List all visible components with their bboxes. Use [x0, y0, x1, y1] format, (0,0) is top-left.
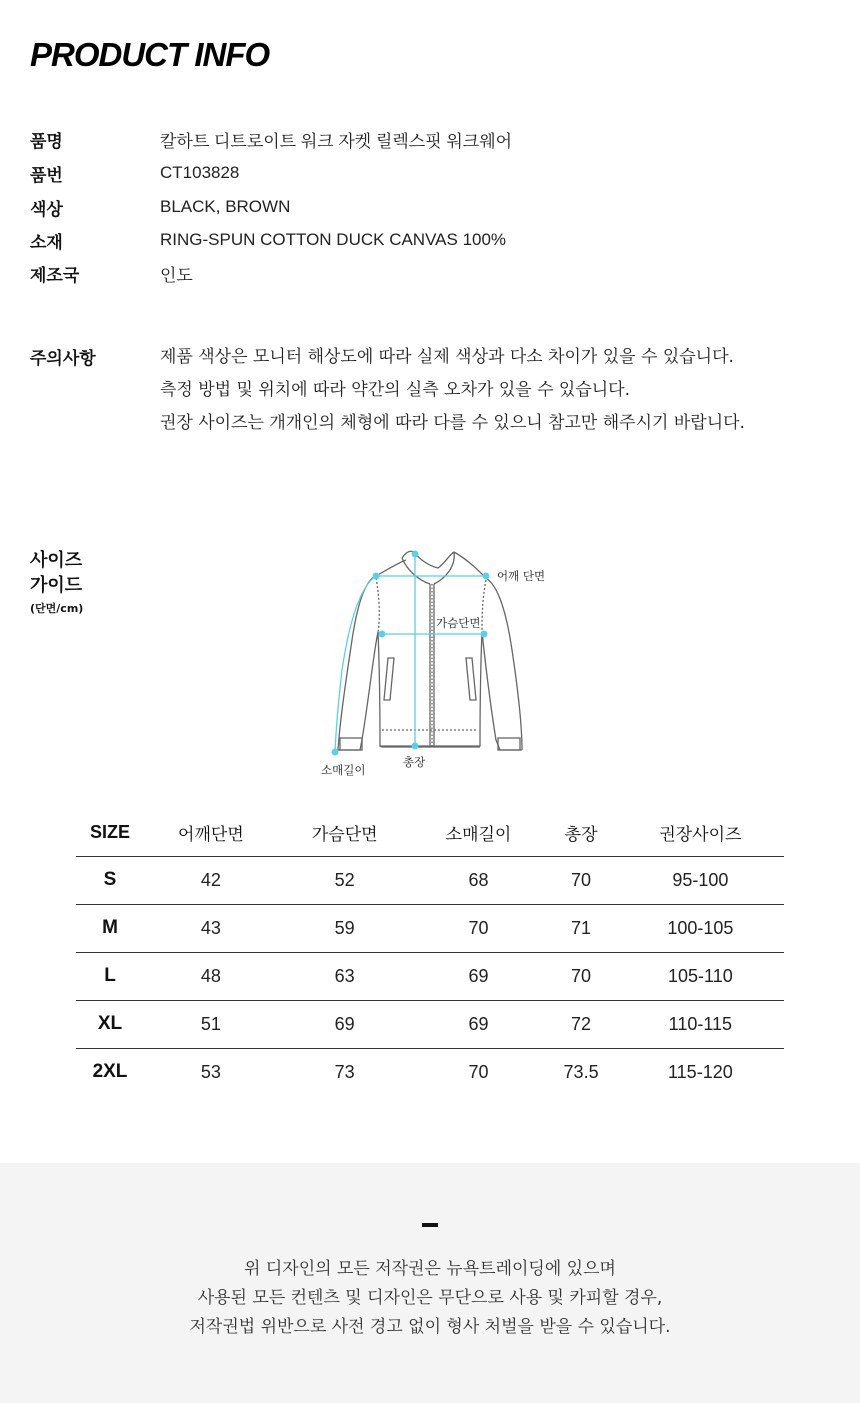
length-label: 총장 [403, 755, 426, 769]
table-cell: 100-105 [617, 904, 784, 952]
shoulder-label: 어깨 단면 [497, 569, 546, 583]
table-header: 어깨단면 [144, 810, 278, 856]
footer-divider [422, 1223, 438, 1227]
chest-label: 가슴단면 [436, 616, 481, 630]
copyright-footer [0, 1163, 860, 1403]
copyright-line: 위 디자인의 모든 저작권은 뉴욕트레이딩에 있으며 [244, 1259, 616, 1279]
info-row-color [30, 192, 290, 222]
table-cell: 70 [468, 1061, 489, 1082]
table-cell: 69 [412, 1000, 546, 1048]
copyright-line: 사용된 모든 컨텐츠 및 디자인은 무단으로 사용 및 카피할 경우, [197, 1288, 663, 1308]
table-cell: 53 [200, 1061, 221, 1082]
table-cell: 69 [412, 952, 546, 1000]
info-row-material [30, 225, 506, 255]
notice-label: 주의사항 [30, 349, 96, 369]
table-cell: 71 [545, 904, 616, 952]
size-table [76, 810, 784, 1096]
table-row [76, 856, 784, 904]
table-cell: 70 [545, 856, 616, 904]
info-label: 색상 [30, 199, 63, 220]
info-value: BLACK, BROWN [160, 197, 291, 216]
table-cell: XL [76, 1000, 144, 1048]
table-cell: 68 [412, 856, 546, 904]
info-label: 제조국 [30, 265, 80, 286]
table-header: SIZE [76, 810, 144, 856]
table-cell: 95-100 [617, 856, 784, 904]
size-guide-unit: (단면/cm) [30, 602, 84, 615]
table-row [76, 904, 784, 952]
table-header: 소매길이 [412, 810, 546, 856]
copyright-line: 저작권법 위반으로 사전 경고 없이 형사 처벌을 받을 수 있습니다. [189, 1317, 671, 1337]
size-guide-title-line1: 사이즈 [30, 550, 83, 571]
info-value: 인도 [160, 265, 193, 285]
table-row [76, 1000, 784, 1048]
table-cell: 105-110 [617, 952, 784, 1000]
notice-line: 측정 방법 및 위치에 따라 약간의 실측 오차가 있을 수 있습니다. [160, 380, 630, 400]
table-cell: 48 [144, 952, 278, 1000]
info-row-origin [30, 258, 193, 288]
info-label: 품번 [30, 165, 63, 186]
table-cell: L [76, 952, 144, 1000]
table-cell: 115-120 [668, 1061, 733, 1082]
size-guide-title-line2: 가이드 [30, 575, 83, 596]
notice-line: 제품 색상은 모니터 해상도에 따라 실제 색상과 다소 차이가 있을 수 있습니다. [160, 347, 734, 367]
sleeve-label: 소매길이 [321, 763, 366, 777]
table-cell: 73 [334, 1061, 355, 1082]
info-value: RING-SPUN COTTON DUCK CANVAS 100% [160, 230, 507, 249]
table-cell: 51 [144, 1000, 278, 1048]
table-header: 권장사이즈 [617, 810, 784, 856]
table-cell: 2XL [92, 1061, 128, 1083]
size-guide-label [30, 548, 83, 616]
table-header-row [76, 810, 784, 856]
info-row-name [30, 124, 512, 154]
info-label: 소재 [30, 232, 63, 253]
page-title: PRODUCT INFO [30, 36, 270, 73]
info-label: 품명 [30, 131, 63, 152]
jacket-measurement-diagram [310, 540, 570, 785]
table-row [76, 952, 784, 1000]
table-header: 총장 [545, 810, 616, 856]
table-cell: 73.5 [563, 1061, 599, 1082]
table-cell: 70 [545, 952, 616, 1000]
table-cell: 63 [278, 952, 412, 1000]
table-row [76, 1048, 784, 1096]
notice-list [160, 344, 745, 443]
table-cell: S [76, 856, 144, 904]
table-cell: 52 [278, 856, 412, 904]
table-cell: 72 [545, 1000, 616, 1048]
info-row-code [30, 158, 239, 188]
table-cell: 69 [278, 1000, 412, 1048]
table-cell: 110-115 [617, 1000, 784, 1048]
info-value: 칼하트 디트로이트 워크 자켓 릴렉스핏 워크웨어 [160, 131, 513, 151]
table-cell: 59 [278, 904, 412, 952]
table-cell: 70 [412, 904, 546, 952]
copyright-text [0, 1255, 860, 1342]
info-value: CT103828 [160, 163, 240, 182]
table-cell: 42 [144, 856, 278, 904]
table-cell: 43 [144, 904, 278, 952]
table-header: 가슴단면 [278, 810, 412, 856]
notice-line: 권장 사이즈는 개개인의 체형에 따라 다를 수 있으니 참고만 해주시기 바랍니다. [160, 413, 745, 433]
table-cell: M [76, 904, 144, 952]
